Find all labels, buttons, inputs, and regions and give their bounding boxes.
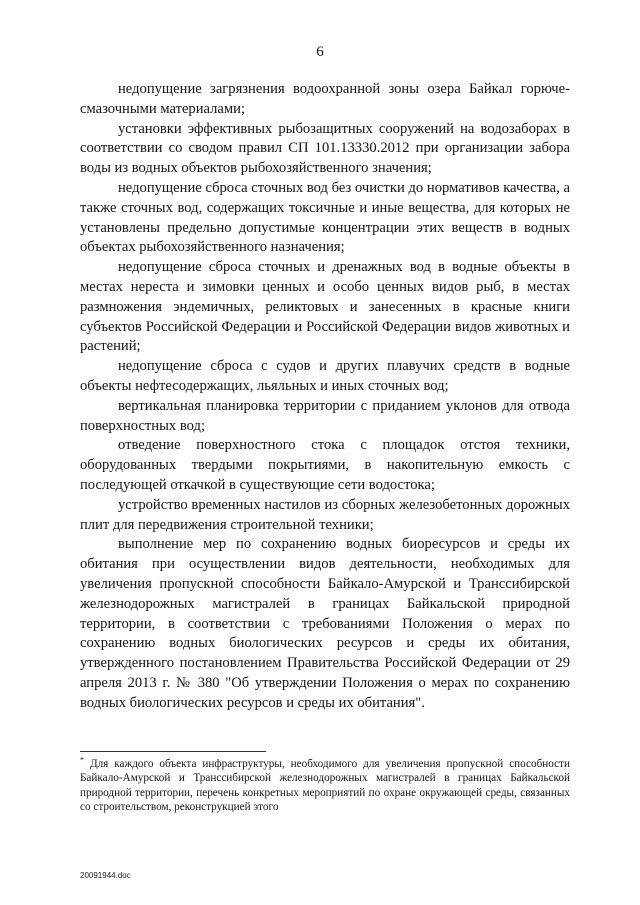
footnote-text: Для каждого объекта инфраструктуры, необходимого для увеличения пропускной способности Байкало-Амурской и Транссибирской железнодорожных магистралей в границах Байкальской природной территории, перечень конкретных мероприятий по охране окружающей среды, связанных со строительством, реконструкцией этого <box>80 758 570 814</box>
paragraph: недопущение загрязнения водоохранной зоны озера Байкал горюче-смазочными материалами; <box>80 81 570 117</box>
document-id: 20091944.doc <box>80 871 131 880</box>
footnote-marker: * <box>80 755 84 765</box>
paragraph: отведение поверхностного стока с площадок отстоя техники, оборудованных твердыми покрытиями, в накопительную емкость с последующей откачкой в существующие сети водостока; <box>80 437 570 493</box>
body-text <box>80 80 570 714</box>
paragraph: устройство временных настилов из сборных железобетонных дорожных плит для передвижения строительной техники; <box>80 496 570 533</box>
paragraph: выполнение мер по сохранению водных биоресурсов и среды их обитания при осуществлении видов деятельности, необходимых для увеличения пропускной способности Байкало-Амурской и Транссибирской железнодорожных магистралей в границах Байкальской природной территории, в соответствии с требованиями Положения о мерах по сохранению водных биологических ресурсов и среды их обитания, утвержденного постановлением Правительства Российской Федерации от 29 апреля 2013 г. № 380 "Об утверждении Положения о мерах по сохранению водных биологических ресурсов и среды их обитания". <box>80 536 570 711</box>
footnote-separator <box>80 751 266 752</box>
paragraph: вертикальная планировка территории с приданием уклонов для отвода поверхностных вод; <box>80 397 570 434</box>
paragraph: недопущение сброса сточных вод без очистки до нормативов качества, а также сточных вод, содержащих токсичные и иные вещества, для которых не установлены предельно допустимые концентрации этих веществ в водных объектах рыбохозяйственного назначения; <box>80 179 570 256</box>
page-number: 6 <box>316 44 324 60</box>
footnote <box>80 757 570 815</box>
paragraph: установки эффективных рыбозащитных сооружений на водозаборах в соответствии со сводом правил СП 101.13330.2012 при организации забора воды из водных объектов рыбохозяйственного значения; <box>80 120 570 177</box>
paragraph: недопущение сброса с судов и других плавучих средств в водные объекты нефтесодержащих, льяльных и иных сточных вод; <box>80 358 570 394</box>
paragraph: недопущение сброса сточных и дренажных вод в водные объекты в местах нереста и зимовки ценных и особо ценных видов рыб, в местах размножения эндемичных, реликтовых и занесенных в красные книги субъектов Российской Федерации и Российской Федерации видов животных и растений; <box>80 259 570 355</box>
